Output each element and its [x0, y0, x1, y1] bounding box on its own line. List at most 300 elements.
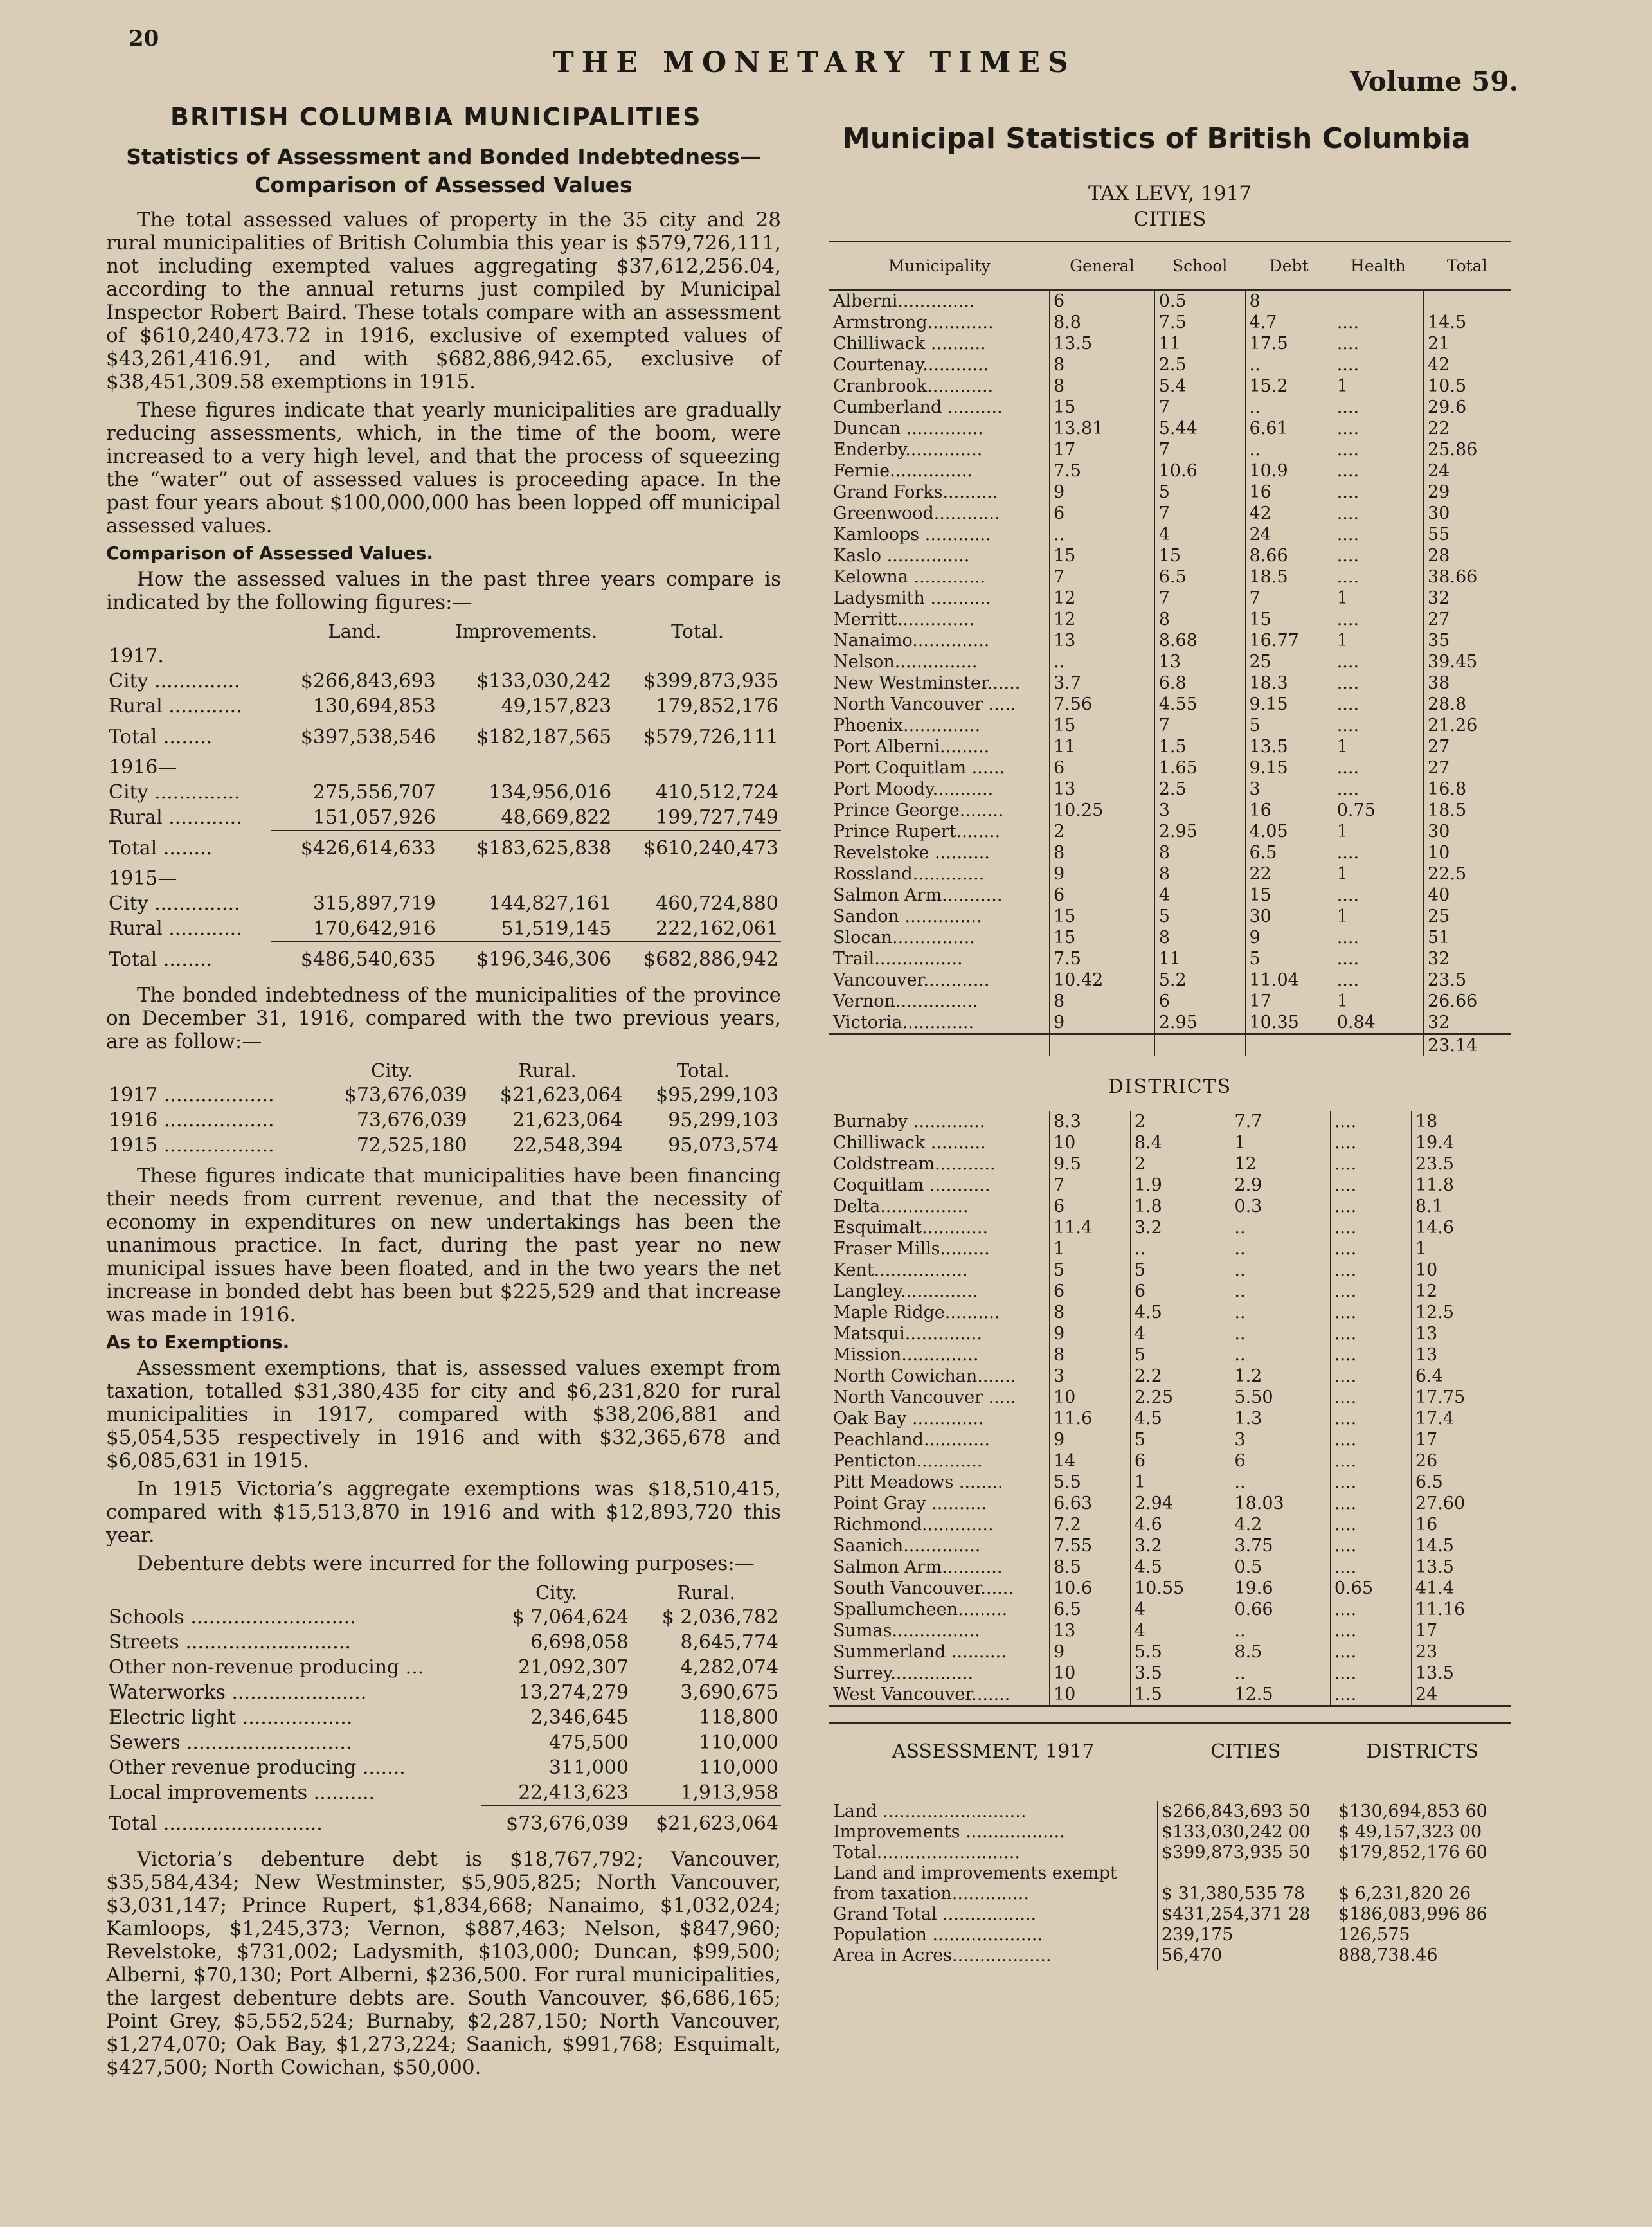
debt-value: 7.7	[1230, 1111, 1331, 1132]
table-row	[829, 757, 1511, 779]
row-label: Sewers ...........................	[109, 1731, 352, 1754]
table-row	[106, 1755, 781, 1780]
general-value: 11	[1050, 736, 1155, 757]
debt-value: 9	[1245, 927, 1333, 948]
total-value: 23.14	[1424, 1034, 1511, 1057]
general-value: 8	[1050, 842, 1155, 863]
total-value: 14.5	[1424, 312, 1511, 333]
general-value: 8	[1050, 1302, 1131, 1323]
row-label: Total ........	[109, 948, 213, 971]
general-value: 5	[1050, 1259, 1131, 1281]
paragraph: In 1915 Victoria’s aggregate exemptions was $18,510,415, compared with $15,513,870 in 1916 and with $12,893,720 this year.	[106, 1477, 781, 1547]
improvements-value: $182,187,565	[438, 719, 614, 755]
health-value: ....	[1330, 1175, 1411, 1196]
debt-value: ..	[1230, 1217, 1331, 1238]
total-value: 25.86	[1424, 439, 1511, 460]
general-value: 10	[1050, 1387, 1131, 1408]
general-value: 12	[1050, 609, 1155, 630]
health-value: ....	[1330, 1556, 1411, 1578]
health-value: ....	[1330, 1217, 1411, 1238]
row-label: Rural ............	[109, 695, 242, 718]
table-row	[829, 545, 1511, 566]
debt-value: 8.66	[1245, 545, 1333, 566]
districts-levy-table	[829, 1111, 1511, 1707]
total-value: 55	[1424, 524, 1511, 545]
table-row	[829, 439, 1511, 460]
improvements-value: $196,346,306	[438, 942, 614, 978]
municipality-name: Burnaby .............	[833, 1112, 985, 1132]
debt-value: ..	[1230, 1238, 1331, 1259]
total-value: 32	[1424, 588, 1511, 609]
general-value: 10.42	[1050, 969, 1155, 991]
rural-value: 22,548,394	[512, 1134, 623, 1157]
table-row	[829, 906, 1511, 927]
total-value: 13	[1411, 1344, 1511, 1366]
school-value: 0.5	[1154, 290, 1245, 312]
improvements-value: 48,669,822	[501, 806, 612, 829]
table-row	[829, 672, 1511, 694]
total-value: 13.5	[1411, 1556, 1511, 1578]
health-value: ....	[1333, 779, 1423, 800]
table-row	[829, 1578, 1511, 1599]
health-value: ....	[1333, 969, 1423, 991]
table-row	[106, 780, 781, 805]
municipality-name: Delta................	[833, 1196, 969, 1216]
municipality-name: Chilliwack ..........	[833, 334, 986, 354]
table-row	[829, 1153, 1511, 1175]
school-value: 6.8	[1154, 672, 1245, 694]
health-value: ....	[1333, 439, 1423, 460]
col-city: City.	[535, 1582, 577, 1603]
col-rural: Rural.	[518, 1059, 577, 1081]
masthead: THE MONETARY TIMES	[553, 46, 1076, 79]
general-value: 10	[1050, 1663, 1131, 1684]
city-value: $73,676,039	[344, 1084, 467, 1106]
municipality-name: Rossland.............	[833, 864, 985, 884]
row-label: Streets ...........................	[109, 1631, 351, 1654]
health-value: ....	[1330, 1196, 1411, 1217]
table-row	[829, 1556, 1511, 1578]
table-row	[829, 1801, 1511, 1822]
total-row	[106, 942, 781, 978]
rural-value: 3,690,675	[680, 1681, 778, 1704]
debt-value: 4.2	[1230, 1514, 1331, 1535]
land-value: 315,897,719	[312, 892, 436, 915]
health-value: ....	[1333, 503, 1423, 524]
col-total: Total.	[676, 1059, 730, 1081]
city-value: $ 7,064,624	[512, 1606, 629, 1628]
health-value: ....	[1333, 397, 1423, 418]
col-improvements: Improvements.	[454, 620, 598, 642]
municipality-name: Pitt Meadows ........	[833, 1472, 1003, 1492]
health-value: ....	[1333, 460, 1423, 482]
debt-value: 12.5	[1230, 1684, 1331, 1706]
table-row	[829, 1238, 1511, 1259]
debt-value: 24	[1245, 524, 1333, 545]
health-value: ....	[1330, 1684, 1411, 1706]
col-cities: CITIES	[1157, 1723, 1334, 1801]
municipality-name: Saanich..............	[833, 1536, 981, 1556]
health-value: ....	[1333, 333, 1423, 354]
table-row	[106, 805, 781, 831]
health-value: ....	[1330, 1344, 1411, 1366]
school-value: 2	[1130, 1153, 1230, 1175]
article-subtitle: Statistics of Assessment and Bonded Indebtedness—Comparison of Assessed Values	[126, 144, 761, 197]
general-value: 9.5	[1050, 1153, 1131, 1175]
empty-cell	[1245, 1034, 1333, 1057]
table-row	[829, 1281, 1511, 1302]
districts-value: $186,083,996 86	[1334, 1904, 1511, 1925]
municipality-name: Courtenay............	[833, 355, 989, 375]
health-value: ....	[1333, 545, 1423, 566]
cities-value: 56,470	[1157, 1945, 1334, 1970]
total-value	[614, 644, 781, 669]
debt-value: 4.05	[1245, 821, 1333, 842]
debt-value: 3.75	[1230, 1535, 1331, 1556]
table-row	[829, 1599, 1511, 1620]
paragraph: The total assessed values of property in the 35 city and 28 rural municipalities of British Columbia this year is $579,726,111, not including exempted values aggregating $37,612,256.04, according to the annual returns just compiled by Municipal Inspector Robert Baird. These totals compare with an assessment of $610,240,473.72 in 1916, exclusive of exempted values of $43,261,416.91, and with $682,886,942.65, exclusive of $38,451,309.58 exemptions in 1915.	[106, 208, 781, 393]
municipality-name: Merritt..............	[833, 609, 974, 629]
page-number: 20	[129, 26, 159, 51]
general-value: 15	[1050, 906, 1155, 927]
general-value: 13.81	[1050, 418, 1155, 439]
school-value: 2.95	[1154, 821, 1245, 842]
row-label: City ..............	[109, 781, 240, 804]
health-value: ....	[1330, 1641, 1411, 1663]
debt-value: 7	[1245, 588, 1333, 609]
general-value: 6.63	[1050, 1493, 1131, 1514]
municipality-name: Oak Bay .............	[833, 1409, 984, 1429]
table-row	[829, 354, 1511, 375]
table-row	[829, 821, 1511, 842]
debt-value: 3	[1245, 779, 1333, 800]
debt-value: 6.5	[1245, 842, 1333, 863]
general-value: 6	[1050, 1196, 1131, 1217]
cities-title: CITIES	[1133, 208, 1207, 231]
debt-value: 10.9	[1245, 460, 1333, 482]
municipality-name: Nelson...............	[833, 652, 978, 672]
health-value: ....	[1330, 1281, 1411, 1302]
school-value: 6	[1130, 1450, 1230, 1472]
general-value: 7.55	[1050, 1535, 1131, 1556]
school-value: 3.2	[1130, 1217, 1230, 1238]
districts-value: 888,738.46	[1334, 1945, 1511, 1970]
row-label: Rural ............	[109, 917, 242, 941]
school-value: 8.68	[1154, 630, 1245, 651]
city-value: 73,676,039	[356, 1109, 467, 1132]
general-value: ..	[1050, 651, 1155, 672]
total-value: 32	[1424, 1012, 1511, 1034]
health-value: ....	[1333, 842, 1423, 863]
school-value: 2.5	[1154, 779, 1245, 800]
debt-value: 5	[1245, 715, 1333, 736]
table-row	[106, 1133, 781, 1158]
total-value: 16.8	[1424, 779, 1511, 800]
table-row	[829, 1472, 1511, 1493]
general-value: 10	[1050, 1132, 1131, 1153]
debt-value: 5.50	[1230, 1387, 1331, 1408]
city-value: 13,274,279	[518, 1681, 629, 1704]
total-value: 1	[1411, 1238, 1511, 1259]
total-value: 29.6	[1424, 397, 1511, 418]
row-label: Total ..........................	[109, 1812, 323, 1835]
municipality-name: Armstrong............	[833, 312, 994, 332]
health-value: ....	[1330, 1472, 1411, 1493]
municipality-name: Port Coquitlam ......	[833, 758, 1005, 778]
table-row	[829, 1132, 1511, 1153]
rural-value: $21,623,064	[631, 1806, 781, 1842]
municipality-name: Prince Rupert........	[833, 822, 1001, 842]
municipality-name: West Vancouver.......	[829, 1684, 1050, 1706]
levy-title: TAX LEVY, 1917	[1088, 182, 1252, 205]
municipality-name: Grand Forks..........	[833, 482, 998, 502]
total-value: 27	[1424, 609, 1511, 630]
table-row	[829, 1822, 1511, 1843]
table-row	[829, 1175, 1511, 1196]
general-value: 10.6	[1050, 1578, 1131, 1599]
total-value: 30	[1424, 821, 1511, 842]
row-label: Area in Acres..................	[829, 1945, 1157, 1970]
city-value: 2,346,645	[530, 1706, 629, 1729]
total-value: 13.5	[1411, 1663, 1511, 1684]
health-value: ....	[1330, 1450, 1411, 1472]
table-row	[829, 1217, 1511, 1238]
health-value: ....	[1333, 312, 1423, 333]
debt-value: 9.15	[1245, 757, 1333, 779]
row-label: 1915—	[109, 867, 177, 890]
general-value: 6	[1050, 1281, 1131, 1302]
total-value: 19.4	[1411, 1132, 1511, 1153]
rural-value: 8,645,774	[680, 1631, 778, 1654]
municipality-name: Cumberland ..........	[833, 397, 1003, 417]
health-value: ....	[1333, 418, 1423, 439]
col-total: Total.	[671, 620, 724, 642]
health-value: 1	[1333, 736, 1423, 757]
municipality-name: Port Moody...........	[833, 779, 994, 799]
table-row	[829, 1450, 1511, 1472]
total-value: 11.8	[1411, 1175, 1511, 1196]
total-value: 24	[1424, 460, 1511, 482]
paragraph: Victoria’s debenture debt is $18,767,792; Vancouver, $35,584,434; New Westminster, $5,905,825; North Vancouver, $3,031,147; Prince Rupert, $1,834,668; Nanaimo, $1,032,024; Kamloops, $1,245,373; Vernon, $887,463; Nelson, $847,960; Revelstoke, $731,002; Ladysmith, $103,000; Duncan, $99,500; Alberni, $70,130; Port Alberni, $236,500. For rural municipalities, the largest debenture debts are. South Vancouver, $6,686,165; Point Grey, $5,552,524; Burnaby, $2,287,150; North Vancouver, $1,274,070; Oak Bay, $1,273,224; Saanich, $991,768; Esquimalt, $427,500; North Cowichan, $50,000.	[106, 1848, 781, 2079]
health-value: ....	[1333, 672, 1423, 694]
general-value: 8.8	[1050, 312, 1155, 333]
health-value: 0.75	[1333, 800, 1423, 821]
table-row	[829, 842, 1511, 863]
school-value: 6	[1154, 991, 1245, 1012]
school-value: 5	[1130, 1344, 1230, 1366]
table-row	[829, 1344, 1511, 1366]
total-value: $682,886,942	[614, 942, 781, 978]
land-value: 151,057,926	[312, 806, 436, 829]
left-column	[106, 103, 781, 2084]
general-value: 9	[1050, 863, 1155, 885]
municipality-name: Alberni..............	[833, 291, 975, 311]
debt-value: ..	[1245, 439, 1333, 460]
school-value: 7	[1154, 439, 1245, 460]
school-value: 11	[1154, 948, 1245, 969]
municipality-name: Nanaimo..............	[833, 631, 990, 651]
table-row	[106, 1780, 781, 1806]
row-label: Local improvements ..........	[109, 1781, 375, 1805]
row-label: Other non-revenue producing ...	[109, 1656, 424, 1679]
general-value: 11.4	[1050, 1217, 1131, 1238]
total-value: 13	[1411, 1323, 1511, 1344]
municipality-name: Coldstream...........	[833, 1154, 996, 1174]
school-value: 7	[1154, 715, 1245, 736]
health-value: ....	[1330, 1259, 1411, 1281]
table-row	[829, 566, 1511, 588]
table-row	[106, 1730, 781, 1755]
total-value: 22	[1424, 418, 1511, 439]
general-value: 7.56	[1050, 694, 1155, 715]
debt-value: 18.3	[1245, 672, 1333, 694]
cities-value: $399,873,935 50	[1157, 1843, 1334, 1863]
table-row	[829, 1408, 1511, 1429]
municipality-name: Surrey...............	[833, 1663, 974, 1683]
right-column	[829, 122, 1511, 1970]
table-row	[829, 969, 1511, 991]
total-value: 17	[1411, 1620, 1511, 1641]
total-value: 27.60	[1411, 1493, 1511, 1514]
table-row	[106, 916, 781, 942]
districts-value: $ 49,157,323 00	[1334, 1822, 1511, 1843]
table-row	[829, 651, 1511, 672]
health-value: ....	[1330, 1620, 1411, 1641]
municipality-name: Maple Ridge..........	[833, 1303, 1000, 1322]
row-label: 1916 ..................	[109, 1109, 274, 1132]
row-label: Population ....................	[833, 1925, 1043, 1945]
table-row	[829, 800, 1511, 821]
health-value: ....	[1333, 948, 1423, 969]
school-value: 1.9	[1130, 1175, 1230, 1196]
general-value: 13.5	[1050, 333, 1155, 354]
school-value: 5.44	[1154, 418, 1245, 439]
municipality-name: Salmon Arm...........	[833, 1557, 1003, 1577]
total-value: 17	[1411, 1429, 1511, 1450]
row-label: Electric light ..................	[109, 1706, 353, 1729]
row-label: City ..............	[109, 670, 240, 692]
total-value: 38.66	[1424, 566, 1511, 588]
table-row	[829, 1620, 1511, 1641]
article-title: BRITISH COLUMBIA MUNICIPALITIES	[170, 103, 702, 131]
general-value: 6	[1050, 503, 1155, 524]
municipality-name: North Cowichan.......	[833, 1366, 1016, 1386]
total-value: 6.5	[1411, 1472, 1511, 1493]
col-land: Land.	[328, 620, 382, 642]
improvements-value: $133,030,242	[476, 670, 612, 692]
debt-value: 1.2	[1230, 1366, 1331, 1387]
total-value	[1424, 290, 1511, 312]
health-value: ....	[1330, 1663, 1411, 1684]
debenture-purpose-table	[106, 1580, 781, 1841]
land-value: 130,694,853	[312, 695, 436, 717]
school-value: 1.5	[1130, 1684, 1230, 1706]
col-debt: Debt	[1245, 242, 1333, 290]
rural-value: $21,623,064	[499, 1084, 623, 1106]
total-value: 28	[1424, 545, 1511, 566]
general-value: 6.5	[1050, 1599, 1131, 1620]
table-row	[829, 1302, 1511, 1323]
empty-cell	[1050, 1034, 1155, 1057]
table-row	[106, 1108, 781, 1133]
debt-value: 12	[1230, 1153, 1331, 1175]
school-value: 1.5	[1154, 736, 1245, 757]
debt-value: 18.5	[1245, 566, 1333, 588]
cities-value: $431,254,371 28	[1157, 1904, 1334, 1925]
total-value: 6.4	[1411, 1366, 1511, 1387]
municipality-name: Salmon Arm...........	[833, 885, 1003, 905]
table-row	[829, 1111, 1511, 1132]
cities-levy-table	[829, 241, 1511, 1056]
debt-value: 11.04	[1245, 969, 1333, 991]
general-value: 14	[1050, 1450, 1131, 1472]
municipality-name: Peachland............	[833, 1430, 990, 1450]
debt-value: ..	[1230, 1663, 1331, 1684]
school-value: 6	[1130, 1281, 1230, 1302]
general-value: 7	[1050, 566, 1155, 588]
total-value: 17.4	[1411, 1408, 1511, 1429]
health-value: 1	[1333, 630, 1423, 651]
city-value: 21,092,307	[518, 1656, 629, 1679]
health-value: ....	[1333, 524, 1423, 545]
total-value: 21.26	[1424, 715, 1511, 736]
row-label: Schools ...........................	[109, 1606, 356, 1628]
health-value: ....	[1333, 885, 1423, 906]
total-value: 23.5	[1411, 1153, 1511, 1175]
table-row	[829, 1945, 1511, 1970]
land-value	[271, 866, 438, 891]
health-value: ....	[1330, 1111, 1411, 1132]
debt-value: 30	[1245, 906, 1333, 927]
total-value: 8.1	[1411, 1196, 1511, 1217]
municipality-name: Vancouver............	[833, 970, 990, 990]
rural-value: $ 2,036,782	[661, 1606, 778, 1628]
health-value: ....	[1330, 1408, 1411, 1429]
school-value: 2.94	[1130, 1493, 1230, 1514]
debt-value: 6.61	[1245, 418, 1333, 439]
municipality-name: Matsqui..............	[833, 1324, 982, 1344]
general-value: 13	[1050, 779, 1155, 800]
row-label: Total ........	[109, 725, 213, 748]
districts-value: 126,575	[1334, 1925, 1511, 1945]
row-label: 1917.	[109, 645, 164, 667]
school-value: 5	[1130, 1429, 1230, 1450]
table-row	[829, 948, 1511, 969]
year-row	[106, 755, 781, 780]
table-row	[829, 375, 1511, 397]
total-value: 23	[1411, 1641, 1511, 1663]
total-value: 38	[1424, 672, 1511, 694]
rural-value: 110,000	[698, 1731, 778, 1754]
school-value: 7	[1154, 588, 1245, 609]
city-value: 311,000	[548, 1756, 629, 1779]
table-row	[829, 460, 1511, 482]
table-row	[829, 779, 1511, 800]
table-row	[829, 482, 1511, 503]
total-value: 460,724,880	[656, 892, 778, 915]
debt-value: 5	[1245, 948, 1333, 969]
general-value: 8	[1050, 991, 1155, 1012]
land-value: $266,843,693	[300, 670, 436, 692]
bonded-debt-table	[106, 1058, 781, 1158]
paragraph: Debenture debts were incurred for the following purposes:—	[137, 1552, 755, 1575]
general-value: 10.25	[1050, 800, 1155, 821]
total-value: 32	[1424, 948, 1511, 969]
row-label: Land and improvements exempt	[833, 1863, 1117, 1883]
school-value: 7	[1154, 503, 1245, 524]
school-value: 5	[1154, 482, 1245, 503]
health-value: ....	[1330, 1493, 1411, 1514]
